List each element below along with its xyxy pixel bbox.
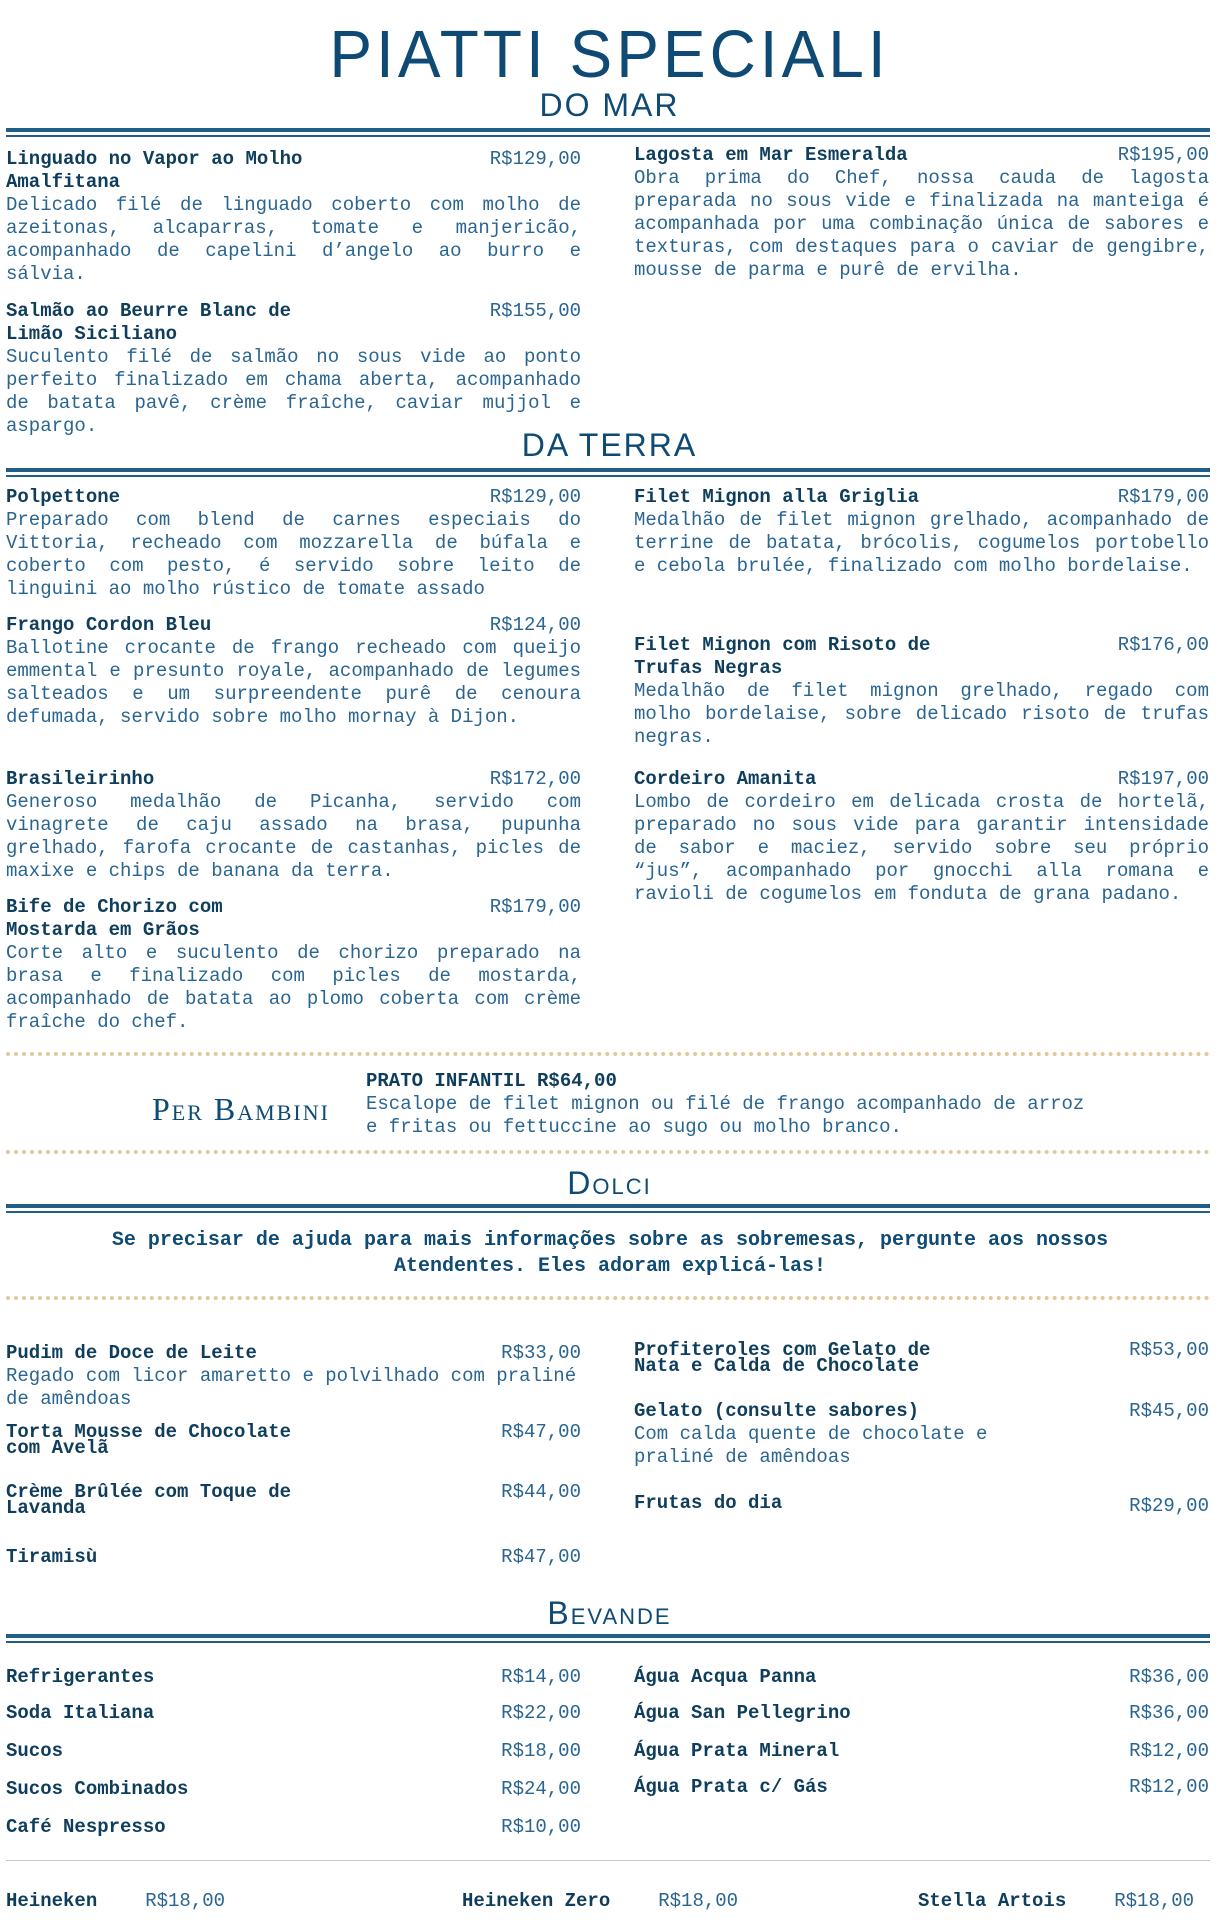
menu-item	[6, 300, 581, 438]
item-description: Medalhão de filet mignon grelhado, acompanhado de terrine de batata, brócolis, cogumelos portobello e cebola brulée, finalizado com molho bordelaise.	[634, 509, 1209, 577]
item-name: Linguado no Vapor ao Molho Amalfitana	[6, 148, 303, 193]
menu-item	[634, 634, 1209, 749]
item-name: PRATO INFANTIL R$64,00	[366, 1070, 617, 1092]
menu-item	[634, 486, 1209, 578]
dotted-divider	[6, 1150, 1210, 1154]
item-name: Crème Brûlée com Toque de Lavanda	[6, 1481, 292, 1519]
item-price: R$197,00	[1117, 768, 1209, 790]
menu-item	[6, 768, 581, 883]
drink-price: R$18,00	[1114, 1890, 1195, 1912]
beer-item	[6, 1890, 225, 1913]
drink-row	[6, 1740, 581, 1763]
menu-item	[6, 1421, 581, 1459]
item-name: Frango Cordon Bleu	[6, 614, 212, 636]
item-description: Suculento filé de salmão no sous vide ao ponto perfeito finalizado em chama aberta, acompanhado de batata pavê, crème fraîche, caviar mujjol e aspargo.	[6, 346, 581, 437]
section-divider	[6, 1634, 1210, 1643]
item-price: R$129,00	[489, 486, 581, 508]
menu-item	[6, 148, 581, 286]
section-title-bevande: Bevande	[547, 1595, 672, 1631]
menu-item	[6, 486, 581, 601]
drink-name: Água San Pellegrino	[634, 1702, 851, 1724]
item-description: Lombo de cordeiro em delicada crosta de hortelã, preparado no sous vide para garantir intensidade de sabor e maciez, servido sobre seu próprio “jus”, acompanhado por gnocchi alla romana e ravioli de cogumelos em fonduta de grana padano.	[634, 791, 1209, 905]
drink-price: R$22,00	[501, 1702, 581, 1724]
item-price: R$53,00	[1129, 1339, 1209, 1361]
item-name: Lagosta em Mar Esmeralda	[634, 144, 908, 166]
menu-item	[634, 144, 1209, 282]
item-price: R$44,00	[501, 1481, 581, 1503]
menu-item	[634, 1339, 1209, 1377]
item-name: Profiteroles com Gelato de Nata e Calda de Chocolate	[634, 1339, 931, 1377]
menu-item	[634, 1400, 1209, 1469]
item-price: R$129,00	[489, 148, 581, 170]
menu-item	[6, 896, 581, 1034]
item-name: Gelato (consulte sabores)	[634, 1400, 920, 1422]
item-price: R$155,00	[489, 300, 581, 322]
item-name: Frutas do dia	[634, 1492, 783, 1514]
item-name: Cordeiro Amanita	[634, 768, 817, 790]
drink-row	[634, 1666, 1209, 1689]
drink-name: Refrigerantes	[6, 1666, 155, 1688]
drink-name: Sucos Combinados	[6, 1778, 189, 1800]
drink-row	[6, 1702, 581, 1725]
drink-row	[6, 1666, 581, 1689]
item-name: Torta Mousse de Chocolate com Avelã	[6, 1421, 292, 1459]
menu-item	[6, 1342, 581, 1411]
item-name: Pudim de Doce de Leite	[6, 1342, 257, 1364]
item-price: R$29,00	[1129, 1495, 1209, 1517]
item-price: R$195,00	[1117, 144, 1209, 166]
dotted-divider	[6, 1052, 1210, 1056]
menu-item	[634, 1492, 1209, 1518]
menu-item	[366, 1070, 1086, 1139]
item-price: R$33,00	[501, 1342, 581, 1364]
drink-price: R$12,00	[1129, 1776, 1209, 1798]
item-price: R$176,00	[1117, 634, 1209, 656]
drink-price: R$24,00	[501, 1778, 581, 1800]
menu-item	[6, 614, 581, 729]
item-name: Tiramisù	[6, 1546, 98, 1568]
drink-name: Soda Italiana	[6, 1702, 155, 1724]
drink-row	[634, 1776, 1209, 1799]
drink-price: R$14,00	[501, 1666, 581, 1688]
drink-name: Stella Artois	[918, 1890, 1067, 1912]
drink-row	[6, 1778, 581, 1801]
dessert-note: Se precisar de ajuda para mais informações sobre as sobremesas, pergunte aos nossos Atendentes. Eles adoram explicá-las!	[111, 1229, 1109, 1278]
item-description: Escalope de filet mignon ou filé de frango acompanhado de arroz e fritas ou fettuccine ao sugo ou molho branco.	[366, 1093, 1085, 1138]
item-price: R$47,00	[501, 1421, 581, 1443]
item-price: R$47,00	[501, 1546, 581, 1568]
page-title: PIATTI SPECIALI	[329, 16, 890, 92]
section-divider	[6, 128, 1210, 137]
item-name: Polpettone	[6, 486, 121, 508]
section-title-do-mar: DO MAR	[539, 87, 680, 123]
item-name: Salmão ao Beurre Blanc de Limão Siciliano	[6, 300, 292, 345]
item-name: Filet Mignon alla Griglia	[634, 486, 920, 508]
drink-price: R$12,00	[1129, 1740, 1209, 1762]
item-price: R$179,00	[489, 896, 581, 918]
thin-divider	[6, 1860, 1210, 1861]
menu-item	[634, 768, 1209, 906]
item-price: R$45,00	[1129, 1400, 1209, 1422]
drink-name: Sucos	[6, 1740, 64, 1762]
item-description: Ballotine crocante de frango recheado com queijo emmental e presunto royale, acompanhado de legumes salteados e um surpreendente purê de cenoura defumada, servido sobre molho mornay à Dijon.	[6, 637, 581, 728]
item-description: Medalhão de filet mignon grelhado, regado com molho bordelaise, sobre delicado risoto de trufas negras.	[634, 680, 1209, 748]
drink-price: R$18,00	[145, 1890, 226, 1912]
drink-name: Água Prata Mineral	[634, 1740, 840, 1762]
drink-price: R$36,00	[1129, 1702, 1209, 1724]
menu-item	[6, 1546, 581, 1569]
drink-price: R$10,00	[501, 1816, 581, 1838]
beer-item	[918, 1890, 1194, 1913]
item-description: Regado com licor amaretto e polvilhado com praliné de amêndoas	[6, 1365, 577, 1410]
drink-price: R$36,00	[1129, 1666, 1209, 1688]
item-description: Preparado com blend de carnes especiais do Vittoria, recheado com mozzarella de búfala e coberto com pesto, é servido sobre leito de linguini ao molho rústico de tomate assado	[6, 509, 581, 600]
drink-name: Água Prata c/ Gás	[634, 1776, 828, 1798]
drink-name: Heineken Zero	[462, 1890, 611, 1912]
item-price: R$124,00	[489, 614, 581, 636]
item-description: Generoso medalhão de Picanha, servido com vinagrete de caju assado na brasa, pupunha grelhado, farofa crocante de castanhas, picles de maxixe e chips de banana da terra.	[6, 791, 581, 882]
beer-item	[462, 1890, 738, 1913]
section-divider	[6, 468, 1210, 477]
drink-name: Café Nespresso	[6, 1816, 166, 1838]
drink-name: Água Acqua Panna	[634, 1666, 817, 1688]
section-title-bambini: Per Bambini	[152, 1091, 330, 1127]
section-title-da-terra: DA TERRA	[521, 427, 698, 463]
drink-name: Heineken	[6, 1890, 98, 1912]
drink-row	[634, 1702, 1209, 1725]
section-title-dolci: Dolci	[567, 1165, 652, 1201]
item-name: Brasileirinho	[6, 768, 155, 790]
drink-price: R$18,00	[501, 1740, 581, 1762]
item-name: Bife de Chorizo com Mostarda em Grãos	[6, 896, 223, 941]
section-divider	[6, 1204, 1210, 1213]
drink-price: R$18,00	[658, 1890, 739, 1912]
drink-row	[634, 1740, 1209, 1763]
drink-row	[6, 1816, 581, 1839]
item-description: Com calda quente de chocolate e praliné de amêndoas	[634, 1423, 988, 1468]
item-price: R$172,00	[489, 768, 581, 790]
item-description: Obra prima do Chef, nossa cauda de lagosta preparada no sous vide e finalizada na manteiga é acompanhada por uma combinação única de sabores e texturas, com destaques para o caviar de gengibre, mousse de parma e purê de ervilha.	[634, 167, 1209, 281]
item-description: Delicado filé de linguado coberto com molho de azeitonas, alcaparras, tomate e manjericão, acompanhado de capelini d’angelo ao burro e sálvia.	[6, 194, 581, 285]
dotted-divider	[6, 1296, 1210, 1300]
item-description: Corte alto e suculento de chorizo preparado na brasa e finalizado com picles de mostarda, acompanhado de batata ao plomo coberta com crème fraîche do chef.	[6, 942, 581, 1033]
item-price: R$179,00	[1117, 486, 1209, 508]
item-name: Filet Mignon com Risoto de Trufas Negras	[634, 634, 931, 679]
menu-item	[6, 1481, 581, 1519]
